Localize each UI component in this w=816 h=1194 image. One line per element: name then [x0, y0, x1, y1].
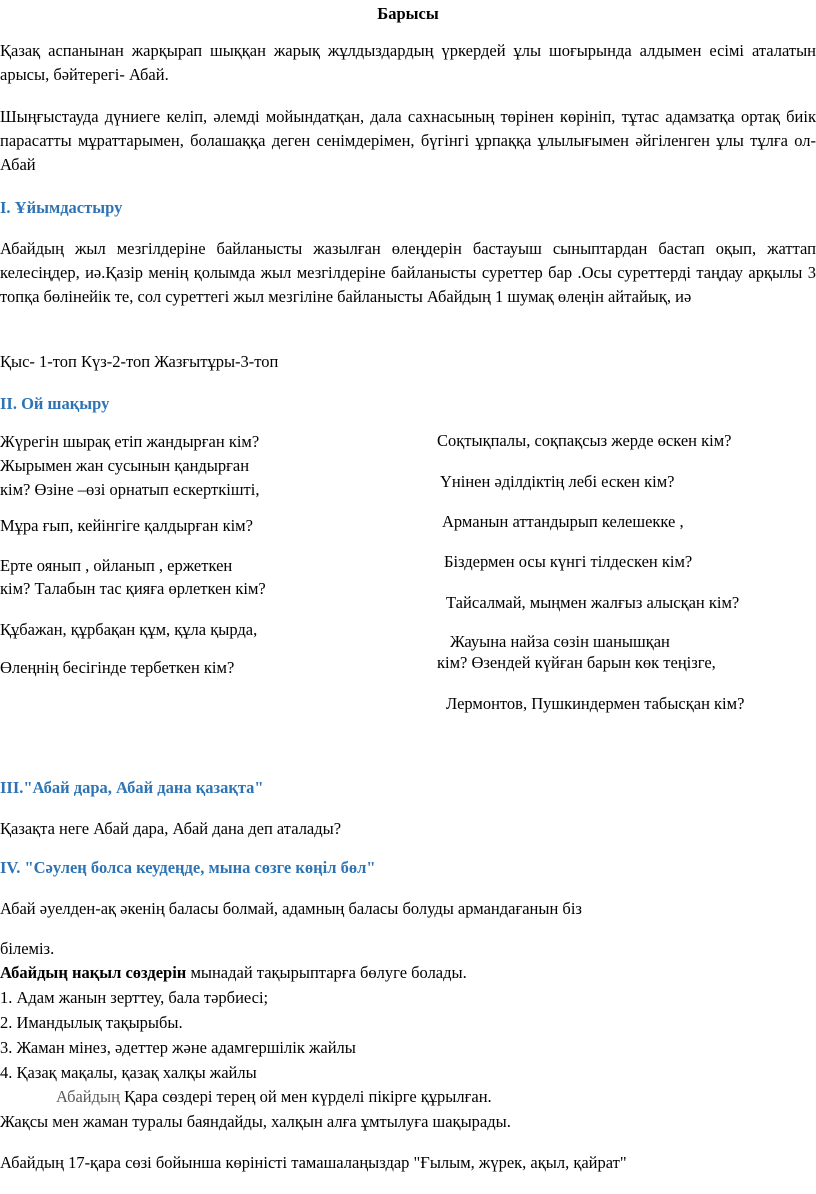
- page-title: Барысы: [377, 4, 439, 23]
- section-2-heading: II. Ой шақыру: [0, 394, 110, 413]
- right-poem-line: Лермонтов, Пушкиндермен табысқан кім?: [446, 694, 745, 713]
- section-3-heading: III."Абай дара, Абай дана қазақта": [0, 778, 264, 797]
- right-poem-line: Соқтықпалы, соқпақсыз жерде өскен кім?: [437, 431, 732, 450]
- right-poem-line: Тайсалмай, мыңмен жалғыз алысқан кім?: [446, 593, 740, 612]
- topics-lead-rest: мынадай тақырыптарға бөлуге болады.: [186, 963, 467, 982]
- topic-item: 1. Адам жанын зерттеу, бала тәрбиесі;: [0, 988, 269, 1007]
- left-poem-line: кім? Талабын тас қияға өрлеткен кім?: [0, 579, 266, 598]
- left-poem-line: Жүрегін шырақ етіп жандырған кім?: [0, 432, 260, 451]
- qara-soz-line: [56, 1085, 816, 1109]
- topics-lead-bold: Абайдың нақыл сөздерін: [0, 963, 187, 982]
- right-poem-line: кім? Өзендей күйған барын көк теңізге,: [437, 653, 716, 672]
- left-poem-line: Ерте оянып , ойланып , ержеткен: [0, 556, 233, 575]
- grey-word: Абайдың: [56, 1087, 120, 1106]
- section-4-line-1: Абай әуелден-ақ әкенің баласы болмай, адамның баласы болуды армандағанын біз: [0, 899, 582, 918]
- right-poem-line: Біздермен осы күнгі тілдескен кім?: [444, 552, 693, 571]
- topic-item: 4. Қазақ мақалы, қазақ халқы жайлы: [0, 1063, 257, 1082]
- left-poem-line: Мұра ғып, кейінгіге қалдырған кім?: [0, 516, 253, 535]
- topic-item: 2. Имандылық тақырыбы.: [0, 1013, 183, 1032]
- section-1-heading: I. Ұйымдастыру: [0, 198, 123, 217]
- left-poem-line: кім? Өзіне –өзі орнатып ескерткішті,: [0, 480, 260, 499]
- left-poem-line: Құбажан, құрбақан құм, құла қырда,: [0, 620, 258, 639]
- section-4-tail-2: Жақсы мен жаман туралы баяндайды, халқын алға ұмтылуға шақырады.: [0, 1112, 511, 1131]
- section-4-heading: IV. "Сәулең болса кеудеңде, мына сөзге көңіл бөл": [0, 858, 376, 877]
- right-poem-line: Үнінен әділдіктің лебі ескен кім?: [440, 472, 675, 491]
- section-4-final: Абайдың 17-қара сөзі бойынша көріністі тамашалаңыздар "Ғылым, жүрек, ақыл, қайрат": [0, 1153, 627, 1172]
- qara-soz-text: Қара сөздері терең ой мен күрделі пікірге құрылған.: [119, 1087, 492, 1106]
- intro-paragraph-2: Шыңғыстауда дүниеге келіп, әлемді мойындатқан, дала сахнасының төрінен көрініп, тұтас адамзатқа ортақ биік парасатты мұраттарымен, болашаққа деген сенімдерімен, бүгінгі ұрпаққа ұлылығымен әйгіленген ұлы тұлға ол-Абай: [0, 107, 816, 174]
- section-3-question: Қазақта неге Абай дара, Абай дана деп аталады?: [0, 819, 342, 838]
- groups-line: Қыс- 1-топ Күз-2-топ Жазғытұры-3-топ: [0, 352, 279, 371]
- left-poem-line: Жырымен жан сусынын қандырған: [0, 456, 250, 475]
- right-poem-line: Арманын аттандырып келешекке ,: [442, 512, 684, 531]
- right-poem-line: Жауына найза сөзін шанышқан: [450, 632, 670, 651]
- section-4-line-2: білеміз.: [0, 939, 55, 958]
- topic-item: 3. Жаман мінез, әдеттер және адамгершілік жайлы: [0, 1038, 356, 1057]
- section-1-paragraph: Абайдың жыл мезгілдеріне байланысты жазылған өлеңдерін бастауыш сыныптардан бастап оқып, жаттап келесіңдер, иә.Қазір менің қолымда жыл мезгілдеріне байланысты суреттер бар .Осы суреттерді таңдау арқылы 3 топқа бөлінейік те, сол суреттегі жыл мезгіліне байланысты Абайдың 1 шумақ өлеңін айтайық, иә: [0, 239, 816, 306]
- topics-lead: [0, 961, 816, 985]
- left-poem-line: Өлеңнің бесігінде тербеткен кім?: [0, 658, 235, 677]
- intro-paragraph-1: Қазақ аспанынан жарқырап шыққан жарық жұлдыздардың үркердей ұлы шоғырында алдымен есімі аталатын арысы, бәйтерегі- Абай.: [0, 41, 816, 84]
